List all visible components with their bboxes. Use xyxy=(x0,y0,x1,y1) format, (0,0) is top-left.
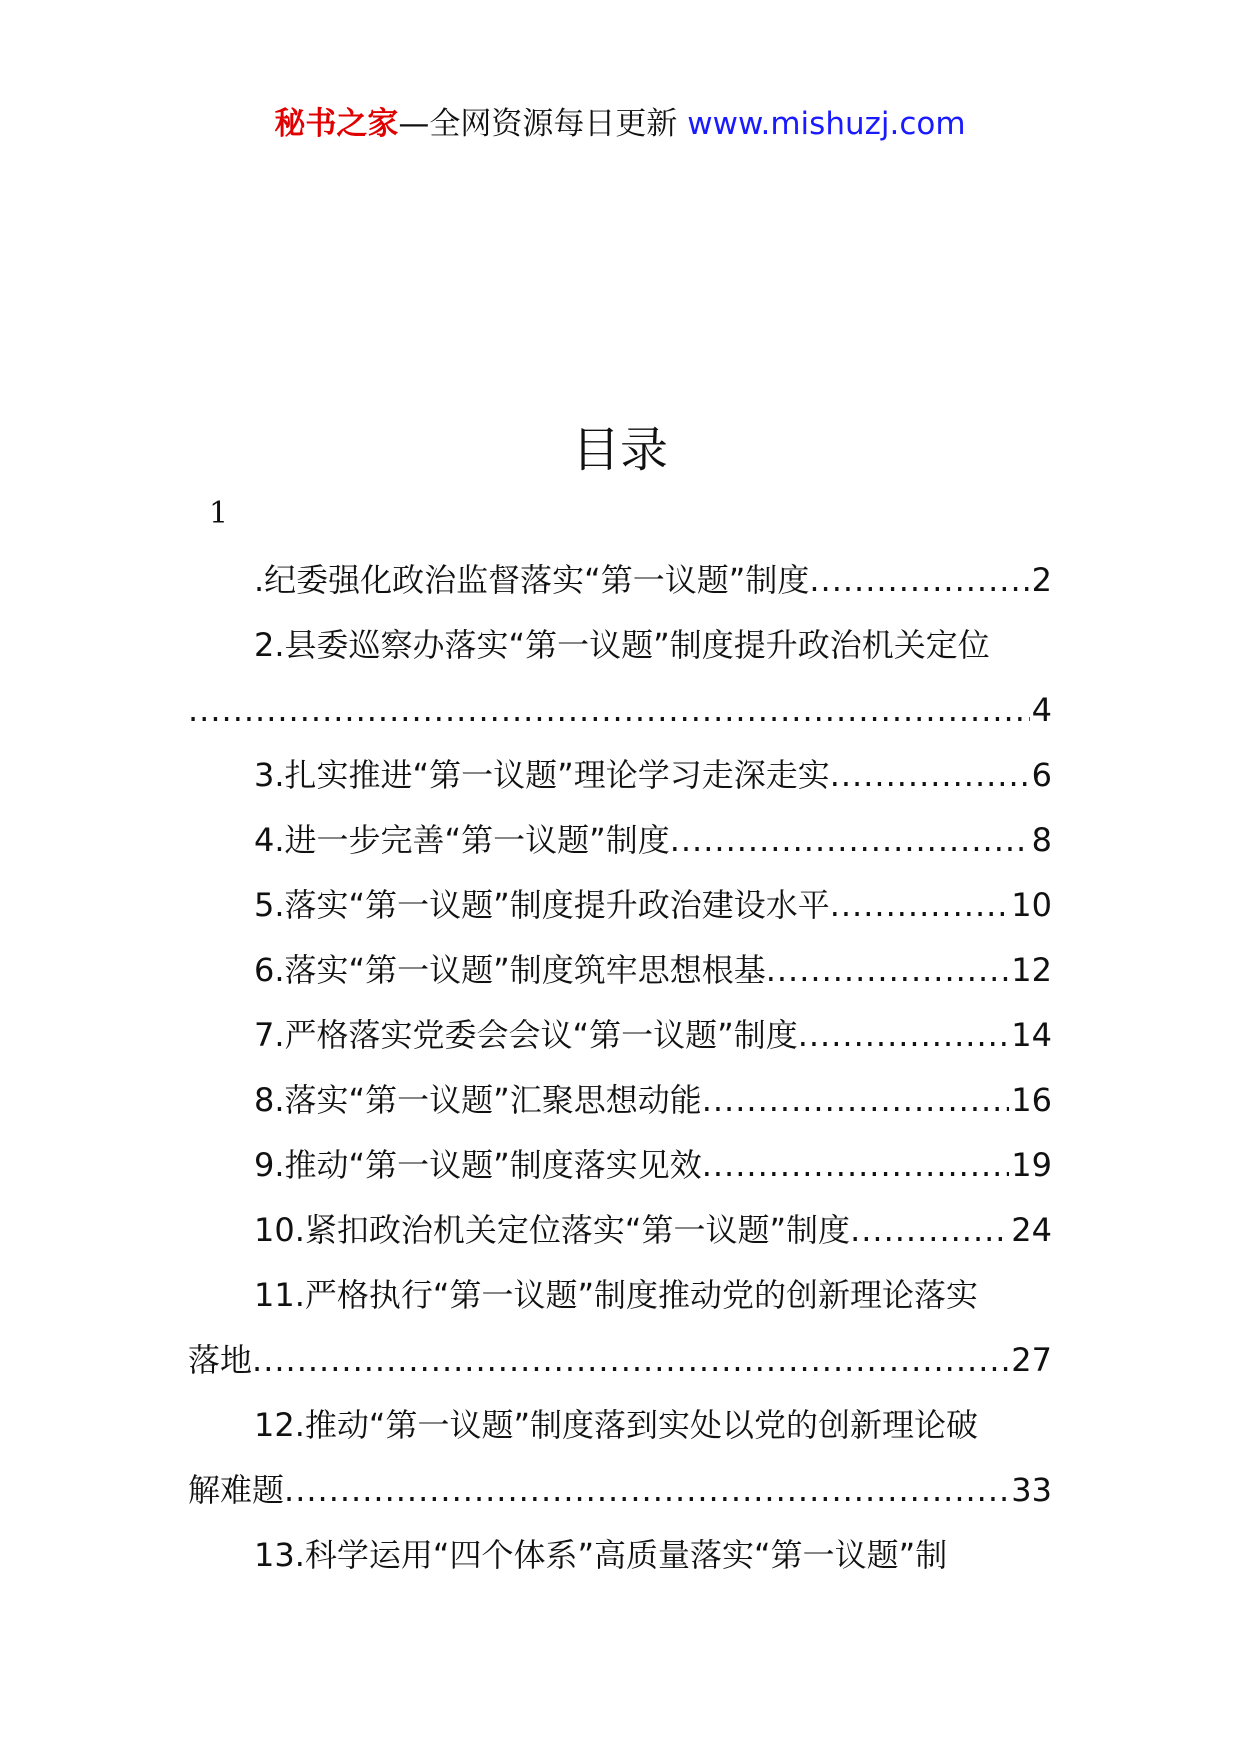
toc-leader-dots xyxy=(830,743,1030,808)
toc-leader-dots xyxy=(766,938,1010,1003)
site-url-link[interactable]: www.mishuzj.com xyxy=(687,106,966,142)
toc-entry[interactable] xyxy=(188,1133,1052,1198)
toc-entry[interactable] xyxy=(188,808,1052,873)
toc-page-number: 8 xyxy=(1031,821,1052,859)
toc-page-number: 24 xyxy=(1011,1211,1052,1249)
toc-entry-line xyxy=(188,1263,1052,1328)
toc-entry[interactable] xyxy=(188,548,1052,613)
toc-page-number: 33 xyxy=(1011,1471,1052,1509)
toc-page-number: 12 xyxy=(1011,951,1052,989)
toc-entry-line xyxy=(188,1003,1052,1068)
table-of-contents xyxy=(188,548,1052,1588)
toc-leader-dots xyxy=(809,548,1029,613)
toc-entry-line xyxy=(188,1393,1052,1458)
toc-entry-line xyxy=(188,938,1052,1003)
toc-entry[interactable] xyxy=(188,1068,1052,1133)
toc-leader-dots xyxy=(798,1003,1010,1068)
toc-leader-dots xyxy=(702,1068,1010,1133)
toc-title: 目录 xyxy=(571,422,668,478)
toc-entry-title: 13.科学运用“四个体系”高质量落实“第一议题”制 xyxy=(254,1536,948,1574)
toc-entry-line xyxy=(188,678,1052,743)
toc-entry-title: 11.严格执行“第一议题”制度推动党的创新理论落实 xyxy=(254,1276,979,1314)
toc-page-number: 2 xyxy=(1031,561,1052,599)
toc-entry-title: 6.落实“第一议题”制度筑牢思想根基 xyxy=(254,951,766,989)
toc-entry-title: .纪委强化政治监督落实“第一议题”制度 xyxy=(254,561,810,599)
toc-entry-title: 落地 xyxy=(188,1341,253,1379)
toc-entry-line xyxy=(188,1068,1052,1133)
toc-entry-title: 7.严格落实党委会会议“第一议题”制度 xyxy=(254,1016,798,1054)
toc-page-number: 19 xyxy=(1011,1146,1052,1184)
stray-number: 1 xyxy=(209,496,229,531)
toc-entry[interactable] xyxy=(188,938,1052,1003)
toc-entry-title: 解难题 xyxy=(188,1471,285,1509)
toc-page-number: 10 xyxy=(1011,886,1052,924)
toc-entry-line xyxy=(188,1523,1052,1588)
toc-leader-dots xyxy=(830,873,1010,938)
toc-entry-line xyxy=(188,1198,1052,1263)
toc-leader-dots xyxy=(702,1133,1010,1198)
toc-leader-dots xyxy=(670,808,1030,873)
toc-page-number: 14 xyxy=(1011,1016,1052,1054)
toc-entry-line xyxy=(188,613,1052,678)
toc-page-number: 6 xyxy=(1031,756,1052,794)
toc-entry-title: 2.县委巡察办落实“第一议题”制度提升政治机关定位 xyxy=(254,626,990,664)
toc-entry-title: 12.推动“第一议题”制度落到实处以党的创新理论破 xyxy=(254,1406,979,1444)
toc-entry-line xyxy=(188,808,1052,873)
toc-entry-line xyxy=(188,873,1052,938)
toc-leader-dots xyxy=(188,678,1030,743)
toc-leader-dots xyxy=(850,1198,1009,1263)
toc-entry[interactable] xyxy=(188,1003,1052,1068)
toc-page-number: 4 xyxy=(1031,691,1052,729)
toc-entry[interactable] xyxy=(188,1263,1052,1393)
toc-entry-line xyxy=(188,1328,1052,1393)
toc-entry-line xyxy=(188,743,1052,808)
toc-entry-title: 4.进一步完善“第一议题”制度 xyxy=(254,821,670,859)
toc-entry[interactable] xyxy=(188,1523,1052,1588)
toc-page-number: 27 xyxy=(1011,1341,1052,1379)
toc-leader-dots xyxy=(252,1328,1009,1393)
site-header xyxy=(0,100,1240,148)
toc-entry[interactable] xyxy=(188,743,1052,808)
toc-entry[interactable] xyxy=(188,613,1052,743)
toc-entry-line xyxy=(188,1458,1052,1523)
toc-entry-title: 5.落实“第一议题”制度提升政治建设水平 xyxy=(254,886,830,924)
toc-entry-title: 3.扎实推进“第一议题”理论学习走深走实 xyxy=(254,756,830,794)
toc-leader-dots xyxy=(284,1458,1009,1523)
brand-name: 秘书之家 xyxy=(274,106,399,142)
header-tagline: —全网资源每日更新 xyxy=(398,106,678,142)
toc-entry[interactable] xyxy=(188,873,1052,938)
toc-entry[interactable] xyxy=(188,1198,1052,1263)
toc-entry-title: 9.推动“第一议题”制度落实见效 xyxy=(254,1146,702,1184)
toc-entry[interactable] xyxy=(188,1393,1052,1523)
toc-page-number: 16 xyxy=(1011,1081,1052,1119)
toc-entry-title: 10.紧扣政治机关定位落实“第一议题”制度 xyxy=(254,1211,851,1249)
toc-entry-line xyxy=(188,1133,1052,1198)
toc-entry-line xyxy=(188,548,1052,613)
toc-entry-title: 8.落实“第一议题”汇聚思想动能 xyxy=(254,1081,702,1119)
